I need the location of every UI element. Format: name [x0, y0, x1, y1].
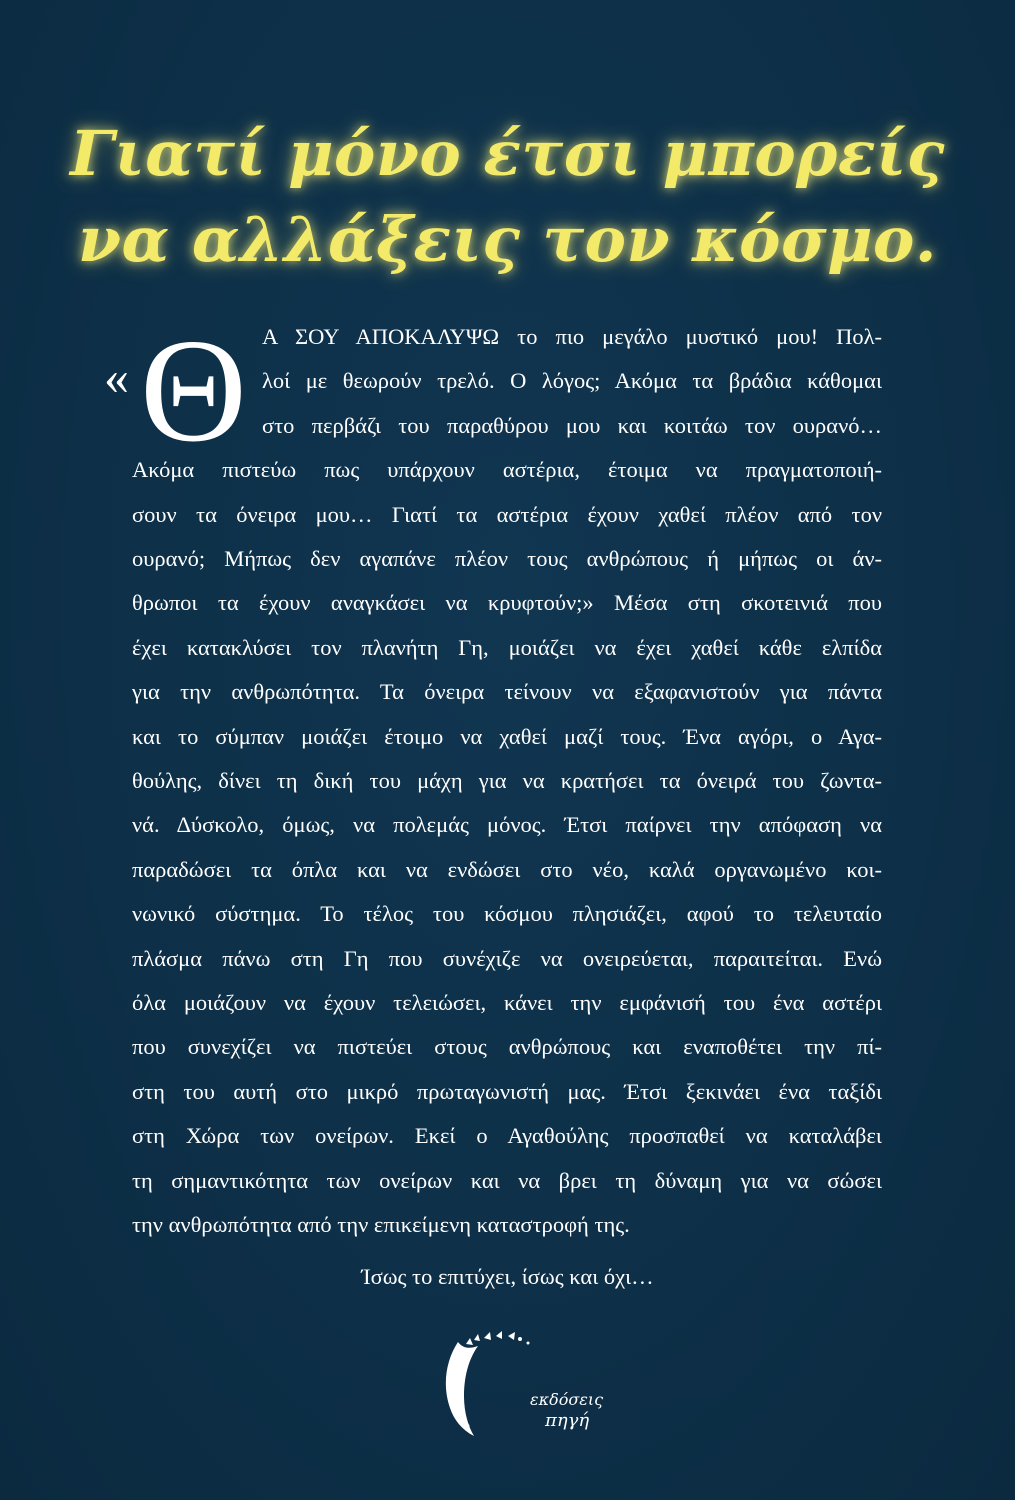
blurb-line: νά. Δύσκολο, όμως, να πολεμάς μόνος. Έτσι παίρνει την απόφαση να	[132, 812, 882, 837]
blurb-line: έχει κατακλύσει τον πλανήτη Γη, μοιάζει να έχει χαθεί κάθε ελπίδα	[132, 635, 882, 660]
blurb-line-last: την ανθρωπότητα από την επικείμενη καταστροφή της.	[132, 1212, 630, 1237]
blurb-line: και το σύμπαν μοιάζει έτοιμο να χαθεί μαζί τους. Ένα αγόρι, ο Αγα-	[132, 724, 882, 749]
blurb-line: ουρανό; Μήπως δεν αγαπάνε πλέον τους ανθρώπους ή μήπως οι άν-	[132, 546, 882, 571]
blurb-line: στο περβάζι του παραθύρου μου και κοιτάω τον ουρανό…	[262, 413, 882, 438]
blurb-line: όλα μοιάζουν να έχουν τελειώσει, κάνει την εμφάνισή του ένα αστέρι	[132, 990, 882, 1015]
headline-line-1: Γιατί μόνο έτσι μπορείς	[70, 117, 945, 190]
drop-cap: Θ	[140, 309, 247, 473]
blurb-line: για την ανθρωπότητα. Τα όνειρα τείνουν να εξαφανιστούν για πάντα	[132, 679, 882, 704]
blurb-line: Ακόμα πιστεύω πως υπάρχουν αστέρια, έτοιμα να πραγματοποιή-	[132, 457, 882, 482]
blurb-line: που συνεχίζει να πιστεύει στους ανθρώπους και εναποθέτει την πί-	[132, 1034, 882, 1059]
blurb-line: πλάσμα πάνω στη Γη που συνέχιζε να ονειρεύεται, παραιτείται. Ενώ	[132, 946, 882, 971]
opening-quote-mark: «	[104, 349, 129, 405]
blurb-line: Α ΣΟΥ ΑΠΟΚΑΛΥΨΩ το πιο μεγάλο μυστικό μου! Πολ-	[262, 324, 882, 349]
blurb-line: στη Χώρα των ονείρων. Εκεί ο Αγαθούλης προσπαθεί να καταλάβει	[132, 1123, 882, 1148]
publisher-name-line-1: εκδόσεις	[530, 1390, 604, 1409]
blurb-line: τη σημαντικότητα των ονείρων και να βρει τη δύναμη για να σώσει	[132, 1168, 882, 1193]
closing-line: Ίσως το επιτύχει, ίσως και όχι…	[361, 1264, 654, 1289]
blurb-line: σουν τα όνειρα μου… Γιατί τα αστέρια έχουν χαθεί πλέον από τον	[132, 502, 882, 527]
blurb-line: λοί με θεωρούν τρελό. Ο λόγος; Ακόμα τα βράδια κάθομαι	[262, 368, 882, 393]
blurb-line: στη του αυτή στο μικρό πρωταγωνιστή μας. Έτσι ξεκινάει ένα ταξίδι	[132, 1079, 882, 1104]
blurb-line: θούλης, δίνει τη δική του μάχη για να κρατήσει τα όνειρά του ζωντα-	[132, 768, 882, 793]
blurb-line: παραδώσει τα όπλα και να ενδώσει στο νέο, καλά οργανωμένο κοι-	[132, 857, 882, 882]
headline-line-2: να αλλάξεις τον κόσμο.	[78, 203, 937, 276]
blurb-line: θρωποι τα έχουν αναγκάσει να κρυφτούν;» Μέσα στη σκοτεινιά που	[132, 590, 882, 615]
blurb-line: νωνικό σύστημα. Το τέλος του κόσμου πλησιάζει, αφού το τελευταίο	[132, 901, 882, 926]
publisher-name-line-2: πηγή	[545, 1410, 590, 1431]
